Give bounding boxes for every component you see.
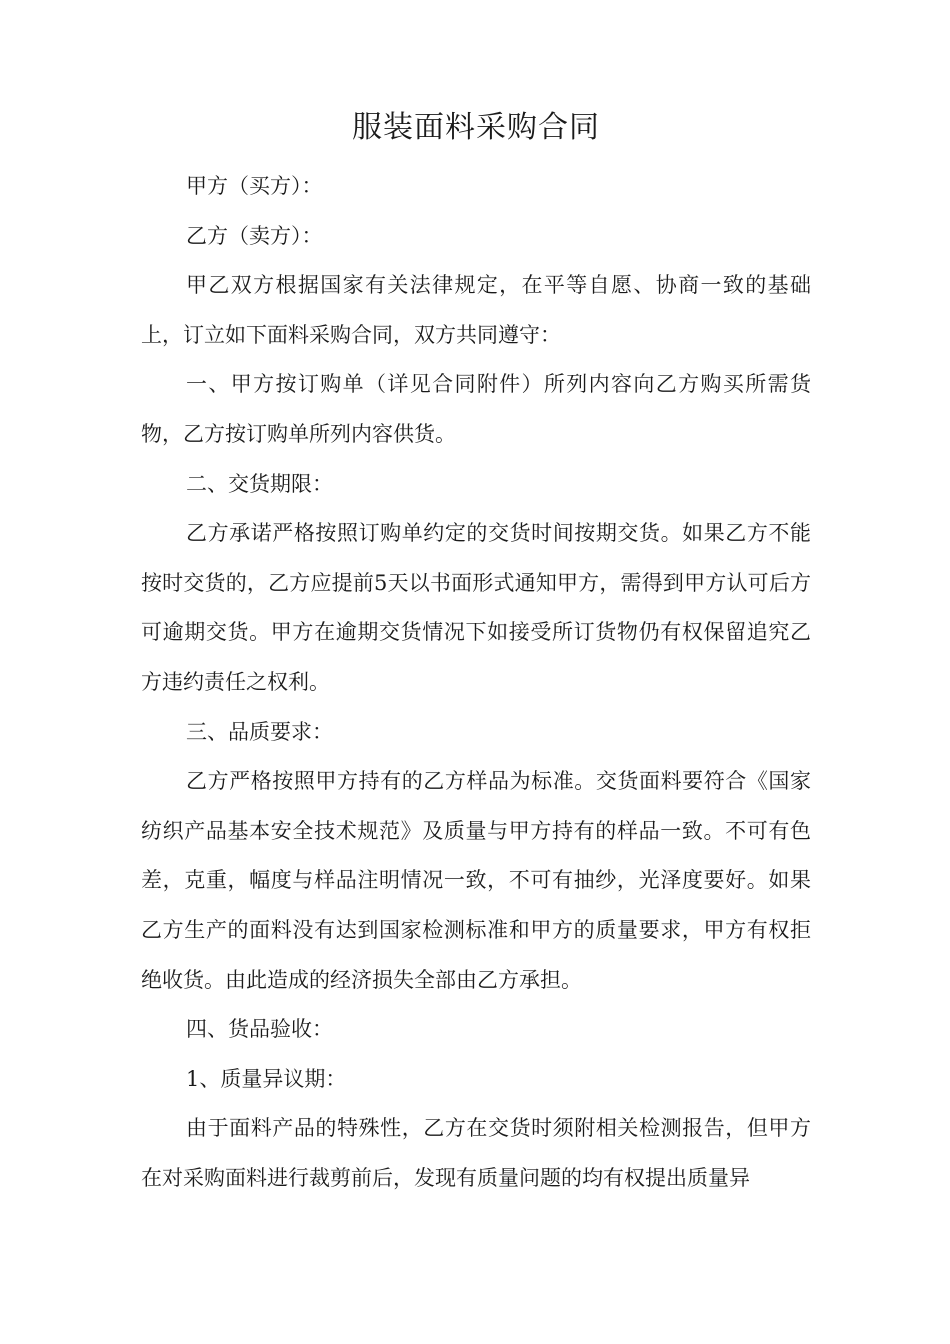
clause-4-1-heading: 1、质量异议期： — [186, 1066, 347, 1091]
document-body — [141, 104, 811, 1203]
clause-1-paragraph: 一、甲方按订购单（详见合同附件）所列内容向乙方购买所需货物，乙方按订购单所列内容供货。 — [141, 372, 811, 446]
clause-4-1-paragraph: 由于面料产品的特殊性，乙方在交货时须附相关检测报告，但甲方在对采购面料进行裁剪前后，发现有质量问题的均有权提出质量异 — [141, 1116, 811, 1190]
party-a-line: 甲方（买方）： — [186, 174, 323, 198]
preamble-paragraph: 甲乙双方根据国家有关法律规定，在平等自愿、协商一致的基础上，订立如下面料采购合同，双方共同遵守： — [141, 273, 811, 347]
clause-3-heading: 三、品质要求： — [186, 719, 333, 744]
document-title: 服装面料采购合同 — [352, 110, 600, 145]
clause-4-heading: 四、货品验收： — [186, 1017, 333, 1042]
clause-2-heading: 二、交货期限： — [186, 471, 333, 496]
party-b-line: 乙方（卖方）： — [186, 223, 323, 248]
clause-2-paragraph: 乙方承诺严格按照订购单约定的交货时间按期交货。如果乙方不能按时交货的，乙方应提前5天以书面形式通知甲方，需得到甲方认可后方可逾期交货。甲方在逾期交货情况下如接受所订货物仍有权保留追究乙方违约责任之权利。 — [141, 521, 811, 694]
clause-3-paragraph: 乙方严格按照甲方持有的乙方样品为标准。交货面料要符合《国家纺织产品基本安全技术规范》及质量与甲方持有的样品一致。不可有色差，克重，幅度与样品注明情况一致，不可有抽纱，光泽度要好。如果乙方生产的面料没有达到国家检测标准和甲方的质量要求，甲方有权拒绝收货。由此造成的经济损失全部由乙方承担。 — [141, 769, 811, 992]
